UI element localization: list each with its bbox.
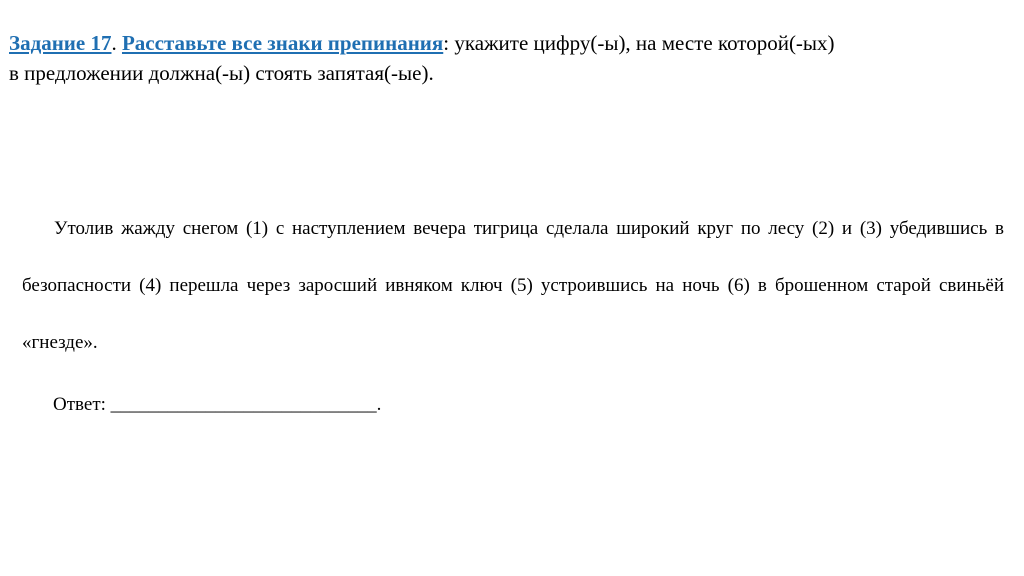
task-header-line-1: [9, 28, 1019, 58]
task-header: [9, 28, 1019, 88]
task-separator: .: [111, 31, 122, 55]
answer-end: .: [376, 394, 382, 415]
instruction-text-line-2: в предложении должна(-ы) стоять запятая(-ые).: [9, 61, 434, 85]
answer-label: Ответ:: [53, 394, 106, 415]
answer-line: [53, 391, 381, 419]
task-number-link[interactable]: Задание 17: [9, 31, 112, 55]
instruction-link[interactable]: Расставьте все знаки препинания: [121, 31, 444, 55]
exercise-sentence: Утолив жажду снегом (1) с наступлением вечера тигрица сделала широкий круг по лесу (2) и (3) убедившись в безопасности (4) перешла через заросший ивняком ключ (5) устроившись на ночь (6) в брошенном старой свиньёй «гнезде».: [22, 218, 1004, 353]
answer-blank: ____________________________: [110, 394, 377, 415]
instruction-text-line-1: : укажите цифру(-ы), на месте которой(-ых): [443, 31, 835, 55]
